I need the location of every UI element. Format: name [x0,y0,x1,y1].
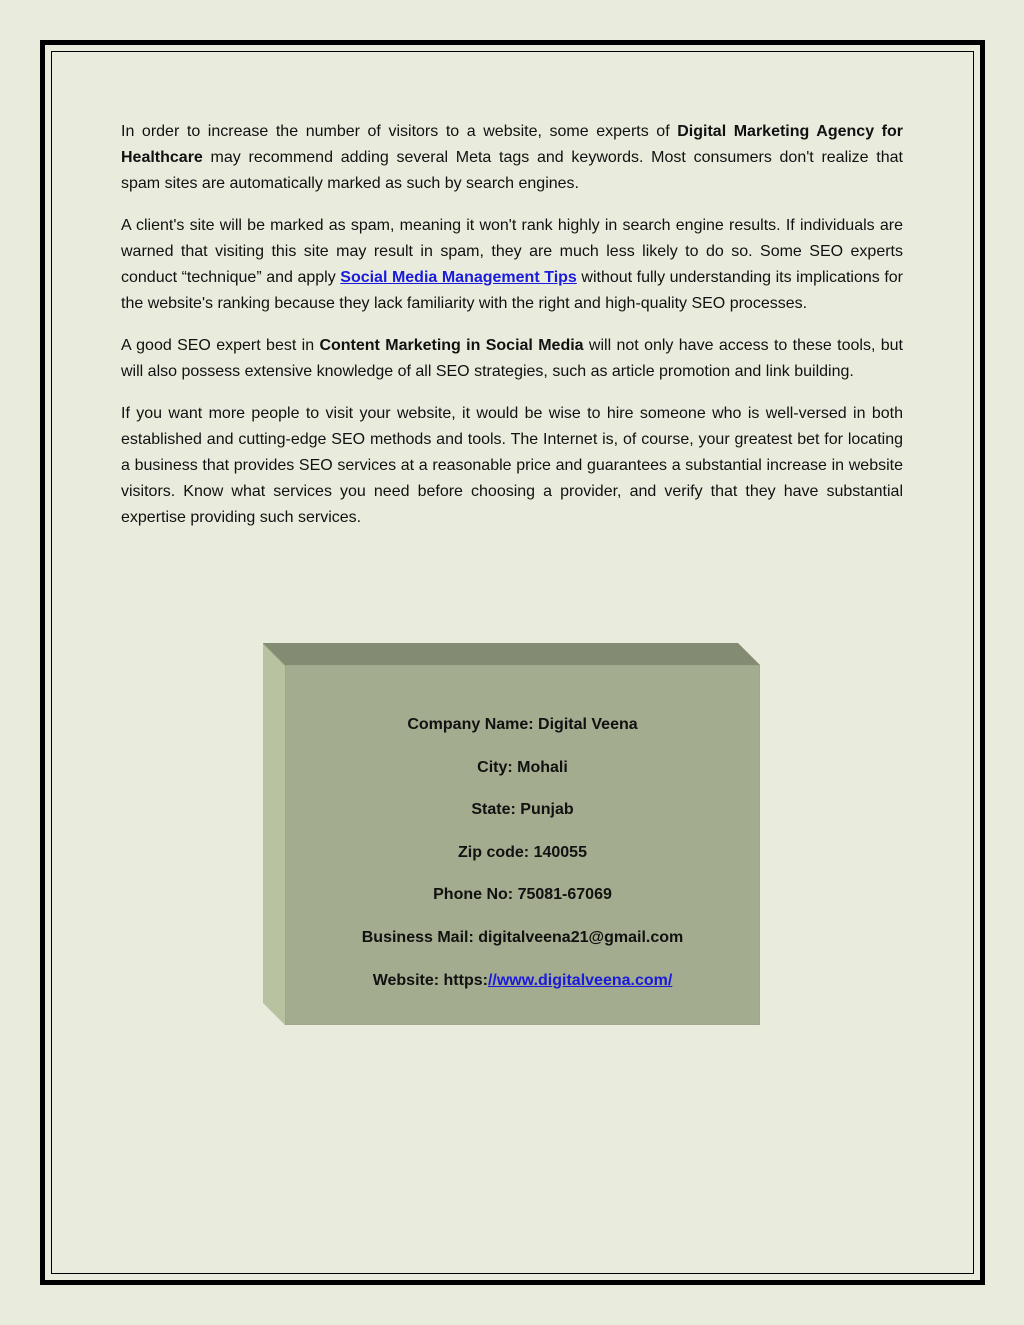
keyword-content-marketing-social-media: Content Marketing in Social Media [319,337,584,354]
article-body [121,119,903,547]
paragraph-3-text-a: A good SEO expert best in [121,337,320,354]
state: State: Punjab [471,801,574,818]
paragraph-2-text-b: without fully understanding its implications for the website's ranking because they lack familiarity with the right and high-quality SEO processes. [121,269,903,312]
social-media-management-tips-link[interactable]: Social Media Management Tips [340,269,577,286]
paragraph-1-text-a: In order to increase the number of visitors to a website, some experts of [121,123,678,140]
paragraph-1-text-b: may recommend adding several Meta tags and keywords. Most consumers don't realize that spam sites are automatically marked as such by search engines. [121,149,903,192]
paragraph-2-text-a: A client's site will be marked as spam, meaning it won't rank highly in search engine results. If individuals are warned that visiting this site may result in spam, they are much less likely to do so. Some SEO experts conduct “technique” and apply [121,217,903,286]
city: City: Mohali [477,759,568,776]
paragraph-1 [121,119,903,197]
keyword-digital-marketing-healthcare: Digital Marketing Agency for Healthcare [121,123,904,166]
zip-code: Zip code: 140055 [458,844,587,861]
company-name: Company Name: Digital Veena [407,716,638,733]
paragraph-4-text: If you want more people to visit your website, it would be wise to hire someone who is well-versed in both established and cutting-edge SEO methods and tools. The Internet is, of course, your greatest bet for locating a business that provides SEO services at a reasonable price and guarantees a substantial increase in website visitors. Know what services you need before choosing a provider, and verify that they have substantial expertise providing such services. [121,405,903,526]
paragraph-4 [121,401,903,531]
paragraph-2 [121,213,903,317]
website-label: Website: https: [372,972,488,989]
website [285,971,760,991]
contact-details [285,665,760,1025]
business-mail: Business Mail: digitalveena21@gmail.com [361,929,684,946]
paragraph-3 [121,333,903,385]
contact-info-box [263,643,760,1025]
website-link[interactable]: //www.digitalveena.com/ [487,972,673,989]
box-top-bevel [263,643,760,665]
paragraph-3-text-b: will not only have access to these tools, but will also possess extensive knowledge of all SEO strategies, such as article promotion and link building. [121,337,903,380]
phone-number: Phone No: 75081-67069 [433,886,612,903]
box-left-bevel [263,643,285,1025]
